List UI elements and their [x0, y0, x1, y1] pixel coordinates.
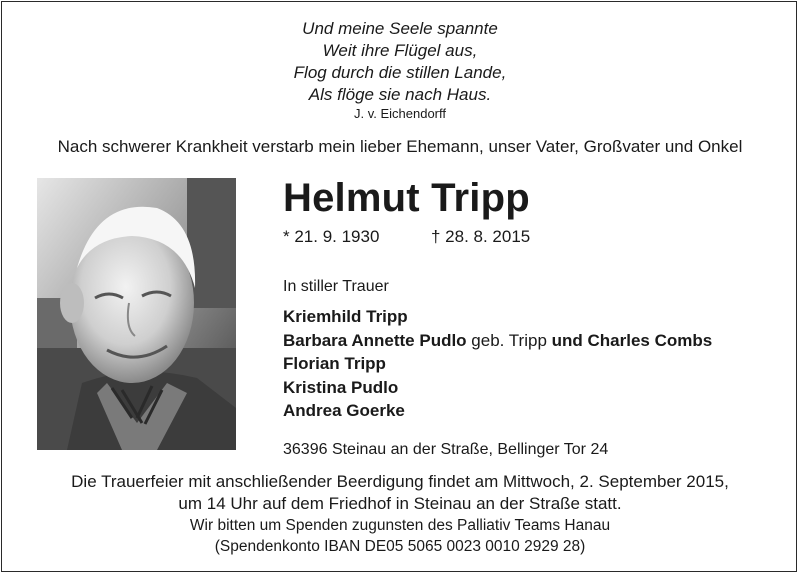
deceased-name: Helmut Tripp [283, 176, 530, 220]
poem [0, 18, 800, 106]
death-date: † 28. 8. 2015 [431, 227, 531, 246]
poem-line: Und meine Seele spannte [302, 19, 498, 38]
family-member [283, 352, 712, 376]
donation-info [0, 515, 800, 557]
funeral-line: Die Trauerfeier mit anschließender Beerdigung findet am Mittwoch, 2. September 2015, [71, 472, 729, 491]
family-member [283, 399, 712, 423]
family-member-name: Barbara Annette Pudlo [283, 330, 467, 350]
family-member-name: Andrea Goerke [283, 401, 405, 420]
family-address: 36396 Steinau an der Straße, Bellinger Tor 24 [283, 441, 609, 458]
family-member-name: Kristina Pudlo [283, 377, 399, 397]
donation-account: (Spendenkonto IBAN DE05 5065 0023 0010 2929 28) [214, 538, 586, 555]
family-member [283, 329, 712, 353]
birth-date: * 21. 9. 1930 [283, 227, 380, 246]
poem-line: Als flöge sie nach Haus. [308, 85, 492, 104]
mourning-label: In stiller Trauer [283, 278, 389, 295]
poem-line: Weit ihre Flügel aus, [322, 41, 478, 60]
life-dates [283, 227, 530, 247]
family-member-name: Florian Tripp [283, 354, 386, 373]
family-member [283, 376, 712, 400]
family-member-name: Kriemhild Tripp [283, 307, 408, 326]
intro-text: Nach schwerer Krankheit verstarb mein lieber Ehemann, unser Vater, Großvater und Onkel [57, 137, 743, 156]
portrait-photo [37, 178, 236, 450]
family-member-partner: und Charles Combs [551, 330, 713, 350]
family-list [283, 305, 712, 423]
poem-author: J. v. Eichendorff [353, 106, 446, 121]
funeral-line: um 14 Uhr auf dem Friedhof in Steinau an der Straße statt. [178, 494, 622, 513]
funeral-info [0, 471, 800, 515]
family-member [283, 305, 712, 329]
donation-line: Wir bitten um Spenden zugunsten des Palliativ Teams Hanau [189, 517, 611, 534]
maiden-name: geb. Tripp [466, 330, 552, 350]
poem-line: Flog durch die stillen Lande, [293, 63, 507, 82]
